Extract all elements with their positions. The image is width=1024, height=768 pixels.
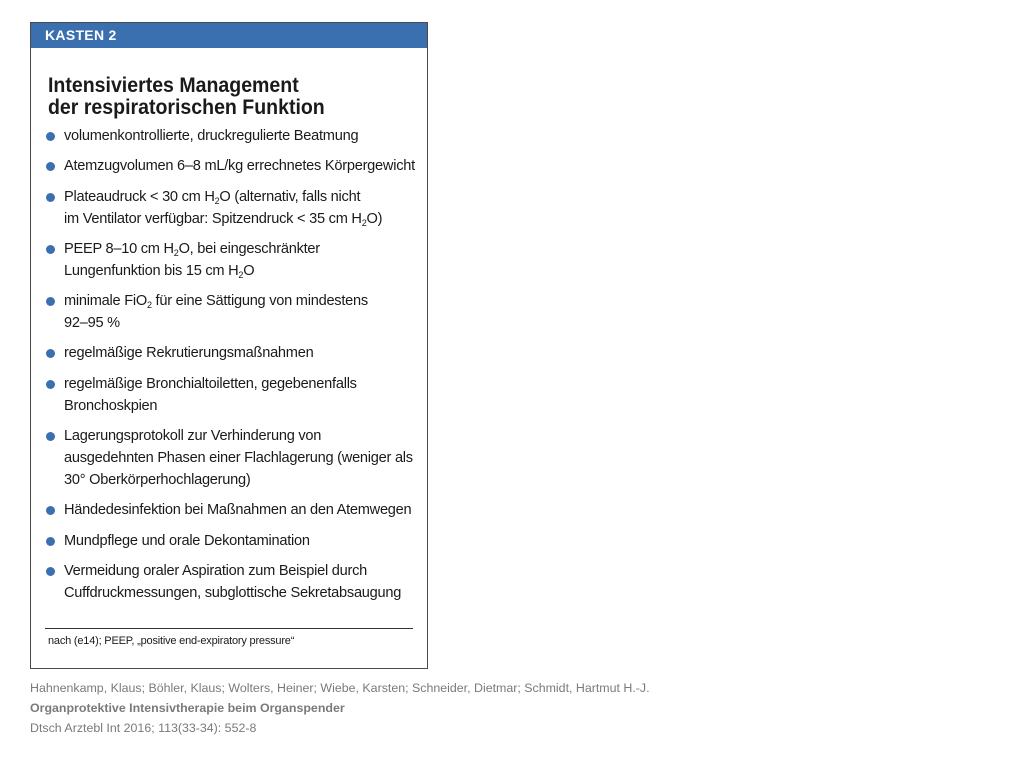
list-item-line bbox=[64, 447, 421, 469]
list-item-line bbox=[64, 260, 421, 282]
list-item-line bbox=[64, 342, 421, 364]
list-item-text: regelmäßige Bronchialtoiletten, gegebenenfalls bbox=[64, 375, 357, 392]
list-item-line bbox=[64, 560, 421, 582]
citation-journal: Dtsch Arztebl Int 2016; 113(33-34): 552-8 bbox=[30, 721, 257, 735]
list-item-text: O) bbox=[366, 210, 383, 227]
list-item-text: 30° Oberkörperhochlagerung) bbox=[64, 472, 251, 489]
list-item-text: Bronchoskpien bbox=[64, 397, 158, 414]
footnote-divider bbox=[45, 628, 413, 629]
list-item-text: Atemzugvolumen 6–8 mL/kg errechnetes Körpergewicht bbox=[64, 158, 415, 175]
bullet-dot-icon bbox=[46, 432, 55, 441]
list-item-text: Mundpflege und orale Dekontamination bbox=[64, 532, 310, 549]
list-item-line bbox=[64, 238, 421, 260]
info-box bbox=[30, 22, 428, 669]
bullet-dot-icon bbox=[46, 567, 55, 576]
list-item-text: Vermeidung oraler Aspiration zum Beispiel durch bbox=[64, 562, 367, 579]
list-item-line bbox=[64, 208, 421, 230]
list-item-line bbox=[64, 469, 421, 491]
citation bbox=[30, 678, 650, 738]
box-title bbox=[48, 75, 420, 119]
list-item-text: für eine Sättigung von mindestens bbox=[151, 293, 368, 310]
list-item-line bbox=[64, 395, 421, 417]
subscript: 2 bbox=[146, 300, 152, 311]
list-item bbox=[31, 238, 427, 282]
citation-authors: Hahnenkamp, Klaus; Böhler, Klaus; Wolters, Heiner; Wiebe, Karsten; Schneider, Dietmar; Schmidt, Hartmut H.-J. bbox=[30, 681, 650, 695]
list-item-text: Cuffdruckmessungen, subglottische Sekretabsaugung bbox=[64, 584, 402, 601]
list-item-text: Lungenfunktion bis 15 cm H bbox=[64, 262, 239, 279]
list-item bbox=[31, 425, 427, 491]
bullet-list bbox=[31, 125, 427, 604]
list-item-line bbox=[64, 155, 421, 177]
subscript: 2 bbox=[361, 217, 367, 228]
list-item-line bbox=[64, 125, 421, 147]
list-item-text: Plateaudruck < 30 cm H bbox=[64, 188, 215, 205]
list-item bbox=[31, 155, 427, 177]
list-item bbox=[31, 530, 427, 552]
bullet-dot-icon bbox=[46, 349, 55, 358]
bullet-dot-icon bbox=[46, 245, 55, 254]
list-item-text: O, bei eingeschränkter bbox=[178, 240, 320, 257]
list-item-line bbox=[64, 312, 421, 334]
list-item-text: regelmäßige Rekrutierungsmaßnahmen bbox=[64, 345, 314, 362]
footnote: nach (e14); PEEP, „positive end-expiratory pressure“ bbox=[48, 635, 295, 647]
list-item-text: im Ventilator verfügbar: Spitzendruck < 35 cm H bbox=[64, 210, 362, 227]
list-item-text: O (alternativ, falls nicht bbox=[219, 188, 361, 205]
list-item-text: minimale FiO bbox=[64, 293, 147, 310]
list-item bbox=[31, 186, 427, 230]
bullet-dot-icon bbox=[46, 506, 55, 515]
list-item-line bbox=[64, 530, 421, 552]
list-item-line bbox=[64, 582, 421, 604]
bullet-dot-icon bbox=[46, 193, 55, 202]
bullet-dot-icon bbox=[46, 537, 55, 546]
bullet-dot-icon bbox=[46, 132, 55, 141]
bullet-dot-icon bbox=[46, 380, 55, 389]
list-item-text: volumenkontrollierte, druckregulierte Beatmung bbox=[64, 128, 359, 144]
box-title-line-1: Intensiviertes Management bbox=[48, 74, 299, 97]
list-item bbox=[31, 342, 427, 364]
bullet-dot-icon bbox=[46, 297, 55, 306]
box-header: KASTEN 2 bbox=[31, 23, 427, 48]
list-item bbox=[31, 125, 427, 147]
list-item-text: Händedesinfektion bei Maßnahmen an den Atemwegen bbox=[64, 502, 412, 519]
bullet-dot-icon bbox=[46, 162, 55, 171]
subscript: 2 bbox=[214, 195, 220, 206]
list-item-text: O bbox=[243, 262, 255, 279]
subscript: 2 bbox=[238, 269, 244, 280]
list-item-line bbox=[64, 499, 421, 521]
list-item-text: ausgedehnten Phasen einer Flachlagerung (weniger als bbox=[64, 450, 413, 467]
list-item-text: PEEP 8–10 cm H bbox=[64, 240, 174, 257]
list-item-text: Lagerungsprotokoll zur Verhinderung von bbox=[64, 428, 322, 445]
list-item-line bbox=[64, 373, 421, 395]
list-item-line bbox=[64, 290, 421, 312]
list-item bbox=[31, 499, 427, 521]
subscript: 2 bbox=[173, 247, 179, 258]
list-item-line bbox=[64, 186, 421, 208]
list-item bbox=[31, 373, 427, 417]
list-item-line bbox=[64, 425, 421, 447]
list-item-text: 92–95 % bbox=[64, 315, 120, 332]
citation-title: Organprotektive Intensivtherapie beim Organspender bbox=[30, 701, 345, 715]
list-item bbox=[31, 560, 427, 604]
box-title-line-2: der respiratorischen Funktion bbox=[48, 96, 325, 119]
list-item bbox=[31, 290, 427, 334]
